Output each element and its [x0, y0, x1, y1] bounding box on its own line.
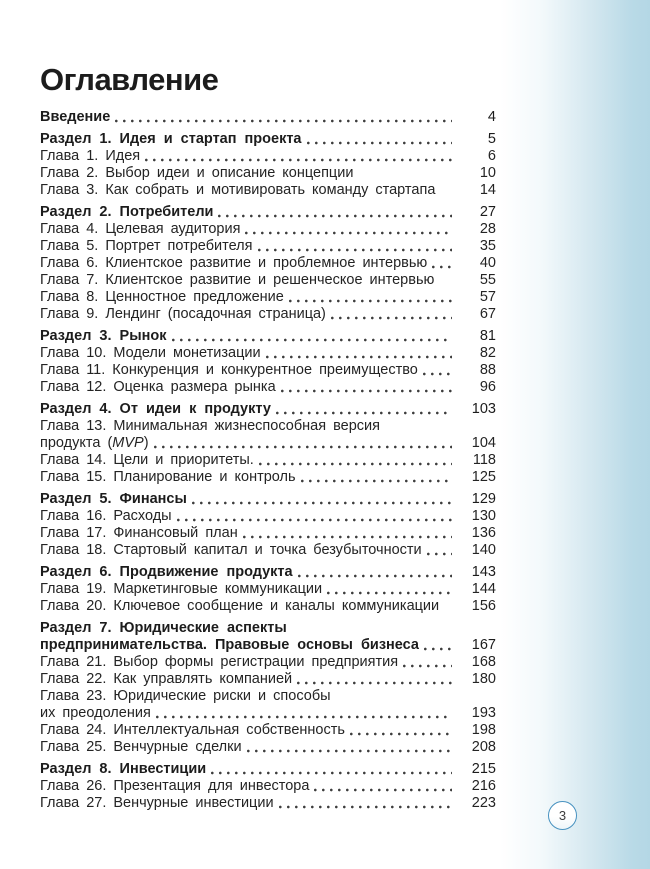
toc-entry-label: Раздел 3. Рынок [40, 328, 167, 344]
toc-section-entry [40, 491, 496, 508]
toc-chapter-entry [40, 165, 496, 182]
page-number-badge [548, 801, 577, 830]
toc-chapter-entry [40, 221, 496, 238]
toc-chapter-entry [40, 182, 496, 199]
toc-entry-page: 40 [479, 255, 496, 271]
toc-entry-label: Глава 22. Как управлять компанией [40, 671, 293, 687]
dot-leader [403, 663, 452, 669]
toc-entry-page: 104 [471, 435, 496, 451]
toc-chapter-entry [40, 452, 496, 469]
toc-entry-page: 140 [471, 542, 496, 558]
toc-chapter-entry [40, 598, 496, 615]
dot-leader [331, 315, 452, 321]
toc-section-entry [40, 761, 496, 778]
toc-entry-label: Глава 13. Минимальная жизнеспособная версия [40, 418, 380, 434]
dot-leader [192, 500, 452, 506]
toc-chapter-entry [40, 654, 496, 671]
toc-entry-label: Глава 21. Выбор формы регистрации предприятия [40, 654, 399, 670]
dot-leader [276, 410, 452, 416]
toc-section-entry [40, 637, 496, 654]
toc-entry-label: Глава 6. Клиентское развитие и проблемное интервью [40, 255, 428, 271]
toc-entry-label: Раздел 1. Идея и стартап проекта [40, 131, 302, 147]
dot-leader [297, 680, 452, 686]
dot-leader [427, 551, 452, 557]
dot-leader [247, 748, 452, 754]
toc-entry-label: их преодоления [40, 705, 151, 721]
toc-entry-page: 118 [472, 452, 496, 468]
toc-entry-label: Глава 17. Финансовый план [40, 525, 238, 541]
dot-leader [145, 157, 452, 163]
toc-entry-page: 223 [471, 795, 496, 811]
dot-leader [177, 517, 452, 523]
toc-chapter-entry [40, 705, 496, 722]
toc-entry-label: Глава 2. Выбор идеи и описание концепции [40, 165, 354, 181]
toc-entry-label: Глава 7. Клиентское развитие и решенческое интервью [40, 272, 435, 288]
toc-section-entry [40, 131, 496, 148]
toc-entry-page: 143 [471, 564, 496, 580]
toc-entry-page: 193 [471, 705, 496, 721]
dot-leader [289, 298, 452, 304]
toc-chapter-entry [40, 795, 496, 812]
toc-entry-label: Глава 9. Лендинг (посадочная страница) [40, 306, 326, 322]
toc-entry-page: 88 [479, 362, 496, 378]
toc-entry-page: 96 [479, 379, 496, 395]
toc-entry-label: Раздел 4. От идеи к продукту [40, 401, 271, 417]
toc-section-entry [40, 620, 496, 637]
toc-chapter-entry [40, 272, 496, 289]
toc-chapter-entry [40, 255, 496, 272]
dot-leader [327, 590, 452, 596]
toc-chapter-entry [40, 362, 496, 379]
toc-chapter-entry [40, 289, 496, 306]
toc-entry-label: Глава 12. Оценка размера рынка [40, 379, 276, 395]
toc-entry-label: Раздел 6. Продвижение продукта [40, 564, 293, 580]
toc-entry-page: 10 [479, 165, 496, 181]
toc-section-entry [40, 204, 496, 221]
toc-chapter-entry [40, 688, 496, 705]
page-number: 3 [558, 808, 567, 823]
toc-entry-page: 27 [479, 204, 496, 220]
dot-leader [279, 804, 452, 810]
dot-leader [266, 354, 452, 360]
toc-entry-label: Глава 1. Идея [40, 148, 141, 164]
toc-chapter-entry [40, 148, 496, 165]
toc-entry-page: 6 [487, 148, 496, 164]
dot-leader [245, 230, 452, 236]
toc-entry-label: Глава 20. Ключевое сообщение и каналы коммуникации [40, 598, 440, 614]
toc-entry-page: 28 [479, 221, 496, 237]
toc-entry-page: 4 [487, 109, 496, 125]
toc-chapter-entry [40, 508, 496, 525]
toc-entry-label: продукта (MVP) [40, 435, 149, 451]
dot-leader [258, 247, 453, 253]
dot-leader [350, 731, 452, 737]
toc-entry-label: Глава 26. Презентация для инвестора [40, 778, 310, 794]
toc-entry-label: Глава 5. Портрет потребителя [40, 238, 253, 254]
toc-entry-label: Глава 19. Маркетинговые коммуникации [40, 581, 323, 597]
toc-entry-page: 14 [479, 182, 496, 198]
toc-entry-page: 82 [479, 345, 496, 361]
toc-entry-page: 216 [471, 778, 496, 794]
toc-entry-page: 156 [471, 598, 496, 614]
toc-entry-page: 208 [471, 739, 496, 755]
dot-leader [211, 770, 452, 776]
dot-leader [115, 118, 452, 124]
toc-entry-page: 103 [471, 401, 496, 417]
toc-entry-page: 168 [471, 654, 496, 670]
toc-entry-label: Глава 11. Конкуренция и конкурентное преимущество [40, 362, 418, 378]
page-title: Оглавление [40, 62, 219, 97]
toc-entry-label: Раздел 2. Потребители [40, 204, 214, 220]
toc-entry-label: Раздел 7. Юридические аспекты [40, 620, 287, 636]
dot-leader [298, 573, 452, 579]
toc-entry-label: Глава 27. Венчурные инвестиции [40, 795, 274, 811]
toc-entry-label: Глава 4. Целевая аудитория [40, 221, 241, 237]
toc-entry-page: 35 [479, 238, 496, 254]
toc-chapter-entry [40, 542, 496, 559]
dot-leader [307, 140, 453, 146]
dot-leader [423, 371, 452, 377]
toc-entry-page: 167 [471, 637, 496, 653]
dot-leader [243, 534, 452, 540]
toc-chapter-entry [40, 306, 496, 323]
toc-entry-page: 215 [471, 761, 496, 777]
table-of-contents [40, 109, 496, 812]
toc-entry-label: Глава 3. Как собрать и мотивировать команду стартапа [40, 182, 436, 198]
dot-leader [314, 787, 452, 793]
dot-leader [281, 388, 452, 394]
dot-leader [432, 264, 452, 270]
toc-entry-label: Глава 14. Цели и приоритеты. [40, 452, 254, 468]
toc-section-entry [40, 564, 496, 581]
toc-entry-label: Глава 23. Юридические риски и способы [40, 688, 331, 704]
toc-entry-page: 129 [471, 491, 496, 507]
dot-leader [154, 444, 452, 450]
toc-entry-page: 136 [471, 525, 496, 541]
toc-entry-page: 67 [479, 306, 496, 322]
toc-entry-page: 55 [479, 272, 496, 288]
page-edge-gradient [500, 0, 650, 869]
toc-entry-page: 198 [471, 722, 496, 738]
toc-section-entry [40, 401, 496, 418]
toc-entry-label: Глава 24. Интеллектуальная собственность [40, 722, 345, 738]
toc-entry-label: Глава 8. Ценностное предложение [40, 289, 284, 305]
toc-chapter-entry [40, 739, 496, 756]
toc-entry-page: 57 [479, 289, 496, 305]
toc-entry-label: Глава 18. Стартовый капитал и точка безубыточности [40, 542, 422, 558]
toc-chapter-entry [40, 671, 496, 688]
toc-entry-page: 180 [471, 671, 496, 687]
toc-entry-label: Глава 10. Модели монетизации [40, 345, 261, 361]
toc-entry-label: Глава 25. Венчурные сделки [40, 739, 242, 755]
toc-entry-label: предпринимательства. Правовые основы бизнеса [40, 637, 419, 653]
toc-chapter-entry [40, 435, 496, 452]
toc-entry-page: 130 [471, 508, 496, 524]
toc-entry-page: 5 [487, 131, 496, 147]
toc-chapter-entry [40, 581, 496, 598]
toc-chapter-entry [40, 778, 496, 795]
dot-leader [156, 714, 452, 720]
toc-section-entry [40, 328, 496, 345]
toc-chapter-entry [40, 379, 496, 396]
toc-chapter-entry [40, 418, 496, 435]
dot-leader [218, 213, 452, 219]
toc-entry-label: Раздел 8. Инвестиции [40, 761, 207, 777]
toc-chapter-entry [40, 469, 496, 486]
dot-leader [424, 646, 452, 652]
toc-chapter-entry [40, 722, 496, 739]
toc-entry-page: 125 [471, 469, 496, 485]
toc-entry-page: 144 [471, 581, 496, 597]
dot-leader [259, 461, 452, 467]
toc-entry-page: 81 [479, 328, 496, 344]
toc-chapter-entry [40, 525, 496, 542]
toc-entry-label: Глава 15. Планирование и контроль [40, 469, 296, 485]
toc-chapter-entry [40, 345, 496, 362]
toc-section-entry [40, 109, 496, 126]
toc-entry-label: Раздел 5. Финансы [40, 491, 187, 507]
dot-leader [301, 478, 452, 484]
dot-leader [172, 337, 453, 343]
toc-entry-label: Глава 16. Расходы [40, 508, 172, 524]
toc-entry-label: Введение [40, 109, 111, 125]
toc-chapter-entry [40, 238, 496, 255]
